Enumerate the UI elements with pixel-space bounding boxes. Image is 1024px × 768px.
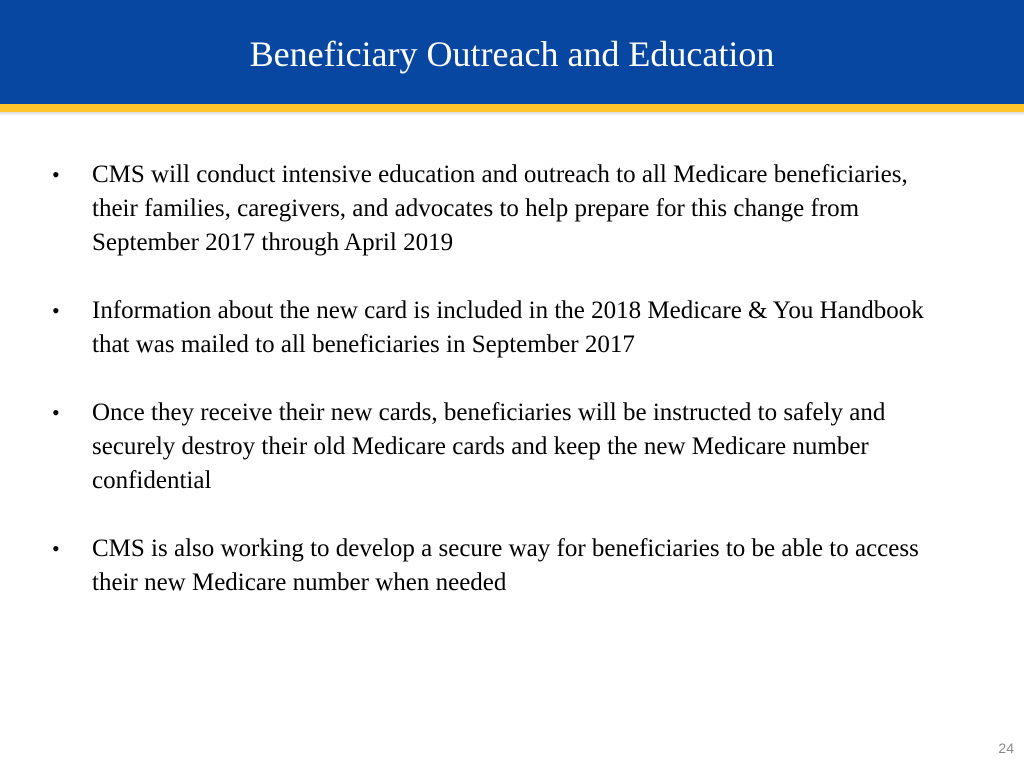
header-bar: [0, 0, 1024, 104]
slide-title: Beneficiary Outreach and Education: [249, 34, 775, 74]
header-accent-stripe: [0, 104, 1024, 112]
page-number: 24: [998, 740, 1014, 756]
bullet-text: Information about the new card is included in the 2018 Medicare & You Handbook that was mailed to all beneficiaries in September 2017: [92, 297, 924, 358]
bullet-item: [52, 158, 932, 260]
bullet-item: [52, 396, 932, 498]
bullet-item: [52, 294, 932, 362]
bullet-text: CMS will conduct intensive education and outreach to all Medicare beneficiaries, their families, caregivers, and advocates to help prepare for this change from September 2017 through April 2019: [92, 161, 908, 256]
header-shadow: [0, 112, 1024, 116]
bullet-text: CMS is also working to develop a secure way for beneficiaries to be able to access their new Medicare number when needed: [92, 535, 919, 596]
bullet-list: [52, 158, 932, 634]
bullet-item: [52, 532, 932, 600]
bullet-text: Once they receive their new cards, beneficiaries will be instructed to safely and securely destroy their old Medicare cards and keep the new Medicare number confidential: [92, 399, 886, 494]
bullet-marker: •: [52, 298, 60, 323]
bullet-marker: •: [52, 162, 60, 187]
bullet-marker: •: [52, 400, 60, 425]
bullet-marker: •: [52, 536, 60, 561]
